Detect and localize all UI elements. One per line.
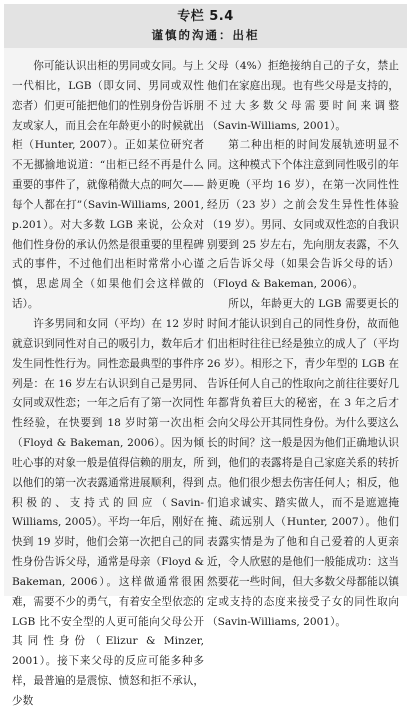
box-title: 专栏 5.4 bbox=[177, 9, 234, 24]
sidebar-box bbox=[4, 4, 407, 707]
box-body bbox=[4, 48, 407, 707]
paragraph: 许多男同和女同（平均）在 12 岁时就意识到同性对自己的吸引力，数年后才发生同性性行为。同性恋最典型的事件序列是：在 16 岁左右认识到自己是男同、女同或双性恋；一年之后有了第一次同性性经验，在快要到 18 岁时第一次出柜（Floyd & Bakeman, 2006）。因为倾吐心事的对象一般是值得信赖的朋友，所以他们的第一次表露通常进展顺利，得到积极的、支持式的回应（Savin-Williams, 2005）。平均一年后，刚好在快到 19 岁时，他们会第一次把自己的同性身份告诉父母，通常是母亲（Floyd & Bakeman, 2006）。这样做通常很困难，需要不少的勇气，有着安全型依恋的 LGB 比不安全型的人更可能向父母公开其同性身份（Elizur & Minzer, 2001）。接下来父母的反应可能多种多样，最普遍的是震惊、愤怒和拒不承认，少数 bbox=[12, 317, 204, 707]
paragraph: 第二种出柜的时间发展轨迹明显不同。这种模式下个体注意到同性吸引的年龄更晚（平均 16 岁），在第一次同性性经历（23 岁）之前会发生异性性体验（19 岁）。男同、女同或双性恋的自我识别要到 25 岁左右，先向朋友表露，不久之后告诉父母（如果会告诉父母的话）（Floyd & Bakeman, 2006）。 bbox=[207, 139, 399, 291]
right-column bbox=[207, 57, 399, 632]
box-subtitle: 谨慎的沟通：出柜 bbox=[151, 28, 260, 42]
left-column bbox=[12, 57, 204, 712]
paragraph: 所以，年龄更大的 LGB 需要更长的时间才能认识到自己的同性身份，故而他们出柜时往往已经是独立的成人了（平均 26 岁）。相形之下，青少年型的 LGB 在告诉任何人自己的性取向之前往往要好几年都背负着巨大的秘密，在 3 年之后才会向父母公开其同性身份。为什么要这么长的时间？这一般是因为他们正确地认识到，他们的表露将是自己家庭关系的转折点。他们很少想去伤害任何人；相反，他们追求诚实、踏实做人，而不是遮遮掩掩、疏远别人（Hunter, 2007）。他们表露实情是为了他和自己爱着的人更亲近，令人欣慰的是他们一般能成功：这当然要花一些时间，但大多数父母都能以镇定或支持的态度来接受子女的同性取向（Savin-Williams, 2001）。 bbox=[207, 298, 399, 628]
box-header bbox=[4, 4, 407, 48]
paragraph-continued: 父母（4%）拒绝接纳自己的子女，禁止他们在家庭出现。也有些父母是支持的，不过大多数父母需要时间来调整（Savin-Williams, 2001）。 bbox=[207, 60, 399, 132]
paragraph: 你可能认识出柜的男同或女同。与上一代相比，LGB（即女同、男同或双性恋者）们更可能把他们的性别身份告诉朋友或家人，而且会在年龄更小的时候就出柜（Hunter, 2007）。正如某位研究者不无挪揄地说道：“出柜已经不再是什么重要的事件了，就像稍微大点的呵欠——每个人都在打”（Savin-Williams, 2001, p.201）。对大多数 LGB 来说，公众对他们性身份的承认仍然是很重要的里程碑式的事件，不过他们出柜时常常小心谨慎，思虑周全（如果他们会这样做的话）。 bbox=[12, 60, 204, 311]
